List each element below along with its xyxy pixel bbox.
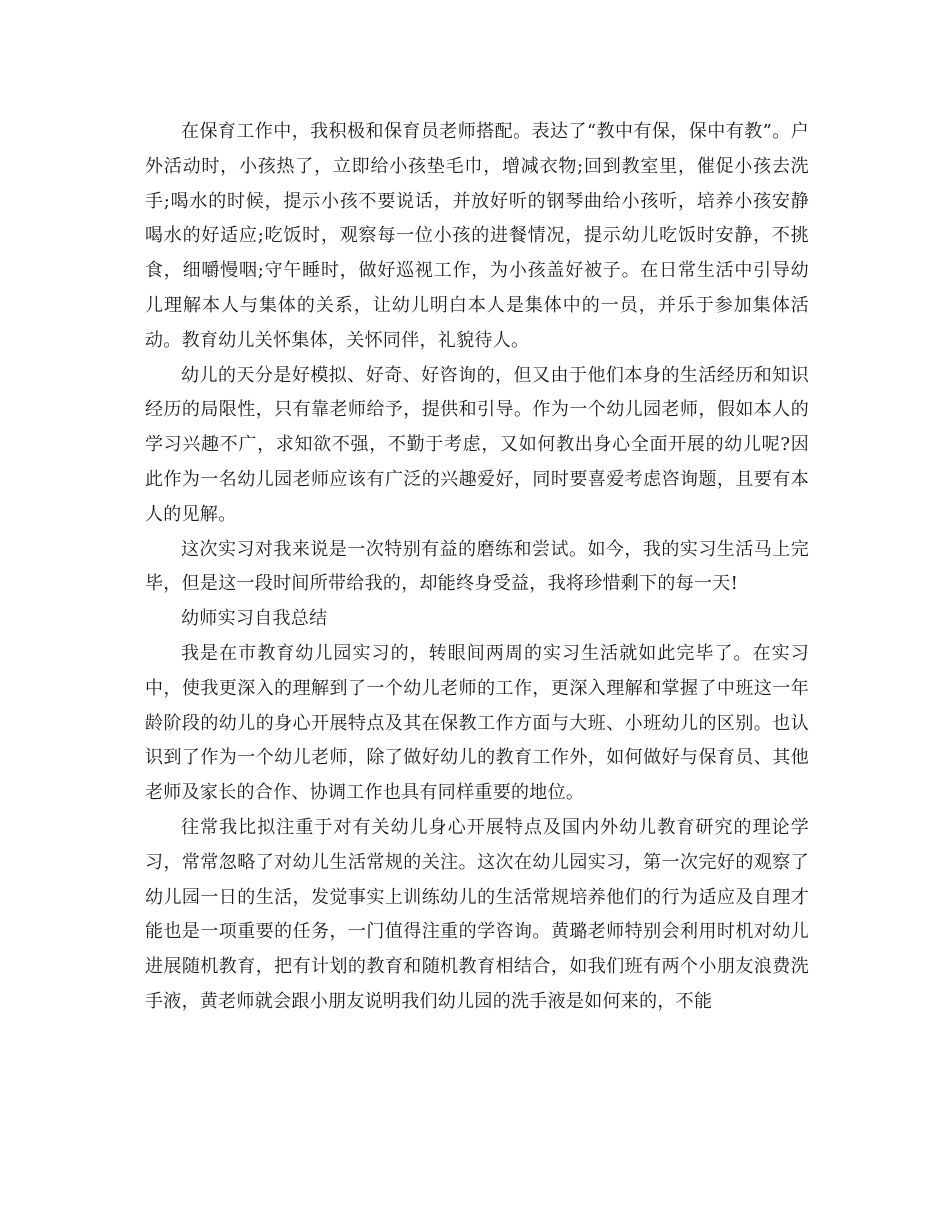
paragraph-internship-intro: 我是在市教育幼儿园实习的，转眼间两周的实习生活就如此完毕了。在实习中，使我更深入的理解到了一个幼儿老师的工作，更深入理解和掌握了中班这一年龄阶段的幼儿的身心开展特点及其在保教工作方面与大班、小班幼儿的区别。也认识到了作为一个幼儿老师，除了做好幼儿的教育工作外，如何做好与保育员、其他老师及家长的合作、协调工作也具有同样重要的地位。 — [145, 642, 809, 804]
paragraph-daily-routine: 往常我比拟注重于对有关幼儿身心开展特点及国内外幼儿教育研究的理论学习，常常忽略了对幼儿生活常规的关注。这次在幼儿园实习，第一次完好的观察了幼儿园一日的生活，发觉事实上训练幼儿的生活常规培养他们的行为适应及自理才能也是一项重要的任务，一门值得注重的学咨询。黄璐老师特别会利用时机对幼儿进展随机教育，把有计划的教育和随机教育相结合，如我们班有两个小朋友浪费洗手液，黄老师就会跟小朋友说明我们幼儿园的洗手液是如何来的，不能 — [145, 816, 809, 1012]
document-body — [145, 115, 809, 1020]
paragraph-nursing-work: 在保育工作中，我积极和保育员老师搭配。表达了“教中有保，保中有教”。户外活动时，小孩热了，立即给小孩垫毛巾，增减衣物;回到教室里，催促小孩去洗手;喝水的时候，提示小孩不要说话，并放好听的钢琴曲给小孩听，培养小孩安静喝水的好适应;吃饭时，观察每一位小孩的进餐情况，提示幼儿吃饭时安静，不挑食，细嚼慢咽;守午睡时，做好巡视工作，为小孩盖好被子。在日常生活中引导幼儿理解本人与集体的关系，让幼儿明白本人是集体中的一员，并乐于参加集体活动。教育幼儿关怀集体，关怀同伴，礼貌待人。 — [145, 121, 809, 351]
section-heading: 幼师实习自我总结 — [181, 608, 328, 630]
paragraph-child-nature: 幼儿的天分是好模拟、好奇、好咨询的，但又由于他们本身的生活经历和知识经历的局限性，只有靠老师给予，提供和引导。作为一个幼儿园老师，假如本人的学习兴趣不广，求知欲不强，不勤于考虑，又如何教出身心全面开展的幼儿呢?因此作为一名幼儿园老师应该有广泛的兴趣爱好，同时要喜爱考虑咨询题，且要有本人的见解。 — [145, 364, 809, 525]
paragraph-internship-benefit: 这次实习对我来说是一次特别有益的磨练和尝试。如今，我的实习生活马上完毕，但是这一段时间所带给我的，却能终身受益，我将珍惜剩下的每一天! — [145, 538, 809, 595]
